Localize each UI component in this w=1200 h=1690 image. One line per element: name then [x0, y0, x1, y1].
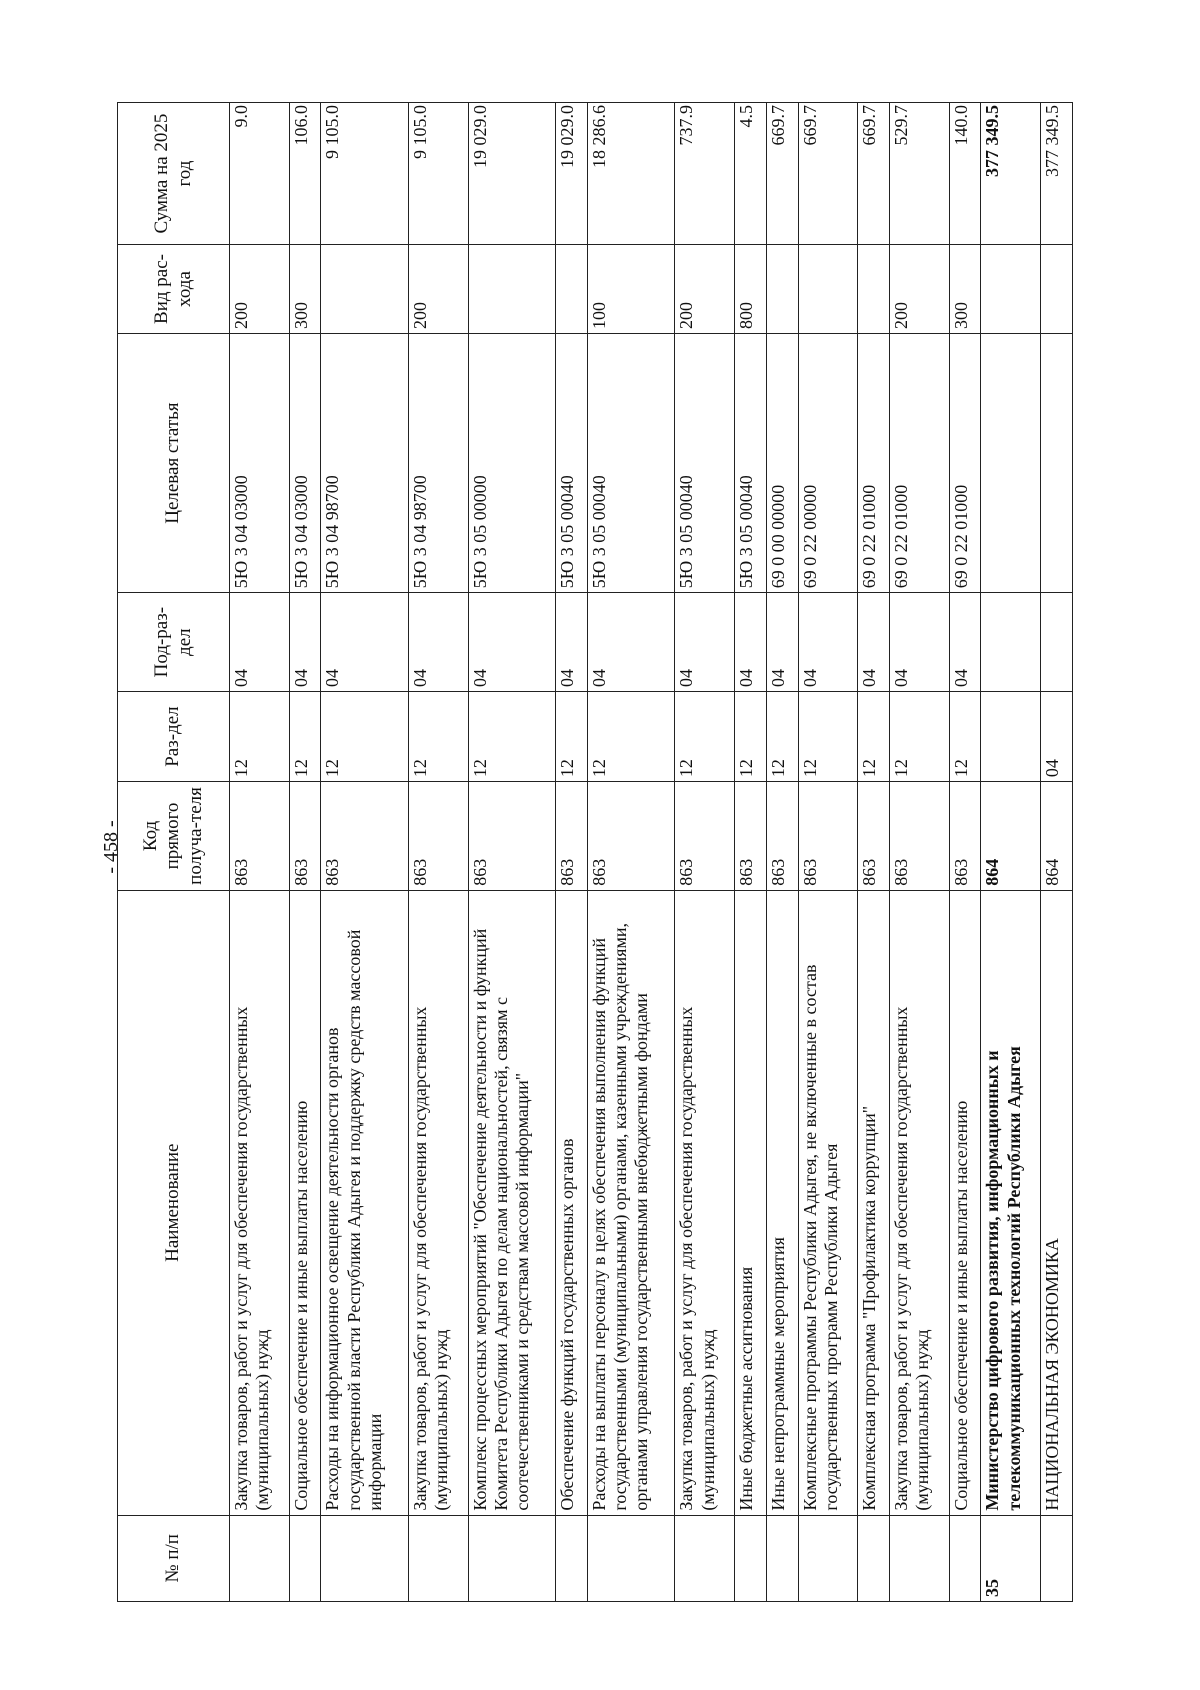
- row-num: [468, 1515, 556, 1601]
- row-exp-type: [1041, 245, 1073, 334]
- row-exp-type: 100: [587, 245, 675, 334]
- row-amount: 669.7: [858, 103, 890, 245]
- row-num: [734, 1515, 766, 1601]
- table-row: [587, 103, 675, 1602]
- table-row: [468, 103, 556, 1602]
- row-subsection: 04: [858, 593, 890, 692]
- row-recipient: 863: [289, 782, 321, 891]
- row-num: [798, 1515, 858, 1601]
- row-subsection: 04: [289, 593, 321, 692]
- row-subsection: 04: [949, 593, 981, 692]
- row-subsection: 04: [408, 593, 468, 692]
- row-exp-type: 800: [734, 245, 766, 334]
- row-target: 5Ю 3 04 03000: [230, 333, 290, 592]
- row-num: [408, 1515, 468, 1601]
- row-subsection: 04: [230, 593, 290, 692]
- row-amount: 737.9: [675, 103, 735, 245]
- row-num: [289, 1515, 321, 1601]
- table-row: [858, 103, 890, 1602]
- row-name: Иные непрограммные мероприятия: [766, 890, 798, 1515]
- row-section: [981, 692, 1041, 782]
- row-subsection: 04: [468, 593, 556, 692]
- row-num: [766, 1515, 798, 1601]
- row-num: [858, 1515, 890, 1601]
- row-num: [1041, 1515, 1073, 1601]
- budget-table: [117, 102, 1073, 1602]
- row-target: 69 0 22 01000: [858, 333, 890, 592]
- row-subsection: 04: [675, 593, 735, 692]
- row-recipient: 863: [468, 782, 556, 891]
- row-target: 5Ю 3 05 00040: [587, 333, 675, 592]
- row-recipient: 864: [1041, 782, 1073, 891]
- header-recipient: Код прямого получа-теля: [118, 782, 230, 891]
- row-section: 12: [675, 692, 735, 782]
- row-recipient: 863: [556, 782, 588, 891]
- row-exp-type: 200: [408, 245, 468, 334]
- row-amount: 19 029.0: [468, 103, 556, 245]
- row-amount: 106.0: [289, 103, 321, 245]
- row-amount: 377 349.5: [981, 103, 1041, 245]
- row-target: 5Ю 3 05 00040: [556, 333, 588, 592]
- table-row: [981, 103, 1041, 1602]
- row-amount: 18 286.6: [587, 103, 675, 245]
- row-target: [981, 333, 1041, 592]
- row-num: [949, 1515, 981, 1601]
- page-number: - 458 -: [100, 820, 122, 874]
- row-exp-type: 200: [230, 245, 290, 334]
- row-target: 5Ю 3 05 00000: [468, 333, 556, 592]
- row-subsection: [981, 593, 1041, 692]
- row-subsection: 04: [556, 593, 588, 692]
- row-amount: 19 029.0: [556, 103, 588, 245]
- row-subsection: 04: [889, 593, 949, 692]
- row-subsection: [1041, 593, 1073, 692]
- row-name: Социальное обеспечение и иные выплаты населению: [949, 890, 981, 1515]
- row-recipient: 863: [949, 782, 981, 891]
- table-row: [949, 103, 981, 1602]
- row-name: Расходы на выплаты персоналу в целях обеспечения выполнения функций государственными (муниципальными) органами, казенными учреждениями, органами управления государственными внебюджетными фондами: [587, 890, 675, 1515]
- header-target: Целевая статья: [118, 333, 230, 592]
- row-recipient: 863: [321, 782, 409, 891]
- row-target: 69 0 22 01000: [949, 333, 981, 592]
- row-section: 12: [289, 692, 321, 782]
- row-exp-type: [321, 245, 409, 334]
- row-section: 12: [321, 692, 409, 782]
- row-name: Закупка товаров, работ и услуг для обеспечения государственных (муниципальных) нужд: [889, 890, 949, 1515]
- row-amount: 669.7: [798, 103, 858, 245]
- header-subsection: Под-раз-дел: [118, 593, 230, 692]
- row-amount: 140.0: [949, 103, 981, 245]
- row-amount: 9 105.0: [408, 103, 468, 245]
- row-amount: 9 105.0: [321, 103, 409, 245]
- row-target: 5Ю 3 04 98700: [408, 333, 468, 592]
- row-name: Закупка товаров, работ и услуг для обеспечения государственных (муниципальных) нужд: [675, 890, 735, 1515]
- row-target: 69 0 00 00000: [766, 333, 798, 592]
- header-name: Наименование: [118, 890, 230, 1515]
- row-exp-type: 300: [289, 245, 321, 334]
- row-recipient: 863: [889, 782, 949, 891]
- row-subsection: 04: [587, 593, 675, 692]
- header-exp-type: Вид рас-хода: [118, 245, 230, 334]
- row-subsection: 04: [766, 593, 798, 692]
- row-recipient: 863: [734, 782, 766, 891]
- row-section: 12: [798, 692, 858, 782]
- row-recipient: 863: [766, 782, 798, 891]
- row-exp-type: [556, 245, 588, 334]
- table-row: [734, 103, 766, 1602]
- row-subsection: 04: [798, 593, 858, 692]
- row-num: [230, 1515, 290, 1601]
- table-row: [798, 103, 858, 1602]
- table-row: [321, 103, 409, 1602]
- row-section: 12: [587, 692, 675, 782]
- row-exp-type: 200: [675, 245, 735, 334]
- row-target: 69 0 22 00000: [798, 333, 858, 592]
- table-row: [766, 103, 798, 1602]
- row-target: 5Ю 3 05 00040: [675, 333, 735, 592]
- row-amount: 377 349.5: [1041, 103, 1073, 245]
- row-exp-type: [468, 245, 556, 334]
- row-section: 12: [230, 692, 290, 782]
- row-recipient: 863: [798, 782, 858, 891]
- row-section: 12: [408, 692, 468, 782]
- row-exp-type: [766, 245, 798, 334]
- row-name: Комплекс процессных мероприятий "Обеспечение деятельности и функций Комитета Республики Адыгея по делам национальностей, связям с соотечественниками и средствам массовой информации": [468, 890, 556, 1515]
- row-recipient: 863: [858, 782, 890, 891]
- budget-table-container: [117, 102, 1073, 1602]
- row-name: Закупка товаров, работ и услуг для обеспечения государственных (муниципальных) нужд: [230, 890, 290, 1515]
- table-body: [230, 103, 1073, 1602]
- row-target: 69 0 22 01000: [889, 333, 949, 592]
- row-name: НАЦИОНАЛЬНАЯ ЭКОНОМИКА: [1041, 890, 1073, 1515]
- row-section: 12: [889, 692, 949, 782]
- row-recipient: 863: [408, 782, 468, 891]
- row-section: 12: [858, 692, 890, 782]
- row-num: [587, 1515, 675, 1601]
- header-num: № п/п: [118, 1515, 230, 1601]
- row-amount: 4.5: [734, 103, 766, 245]
- table-row: [230, 103, 290, 1602]
- row-name: Комплексная программа "Профилактика коррупции": [858, 890, 890, 1515]
- row-num: [556, 1515, 588, 1601]
- table-row: [889, 103, 949, 1602]
- table-row: [556, 103, 588, 1602]
- row-recipient: 863: [675, 782, 735, 891]
- row-section: 12: [949, 692, 981, 782]
- row-name: Комплексные программы Республики Адыгея, не включенные в состав государственных программ Республики Адыгея: [798, 890, 858, 1515]
- row-name: Министерство цифрового развития, информационных и телекоммуникационных технологий Республики Адыгея: [981, 890, 1041, 1515]
- table-header-row: [118, 103, 230, 1602]
- row-exp-type: 300: [949, 245, 981, 334]
- row-section: 12: [468, 692, 556, 782]
- row-name: Иные бюджетные ассигнования: [734, 890, 766, 1515]
- row-num: [889, 1515, 949, 1601]
- row-amount: 529.7: [889, 103, 949, 245]
- row-section: 04: [1041, 692, 1073, 782]
- header-amount: Сумма на 2025 год: [118, 103, 230, 245]
- row-name: Обеспечение функций государственных органов: [556, 890, 588, 1515]
- row-name: Закупка товаров, работ и услуг для обеспечения государственных (муниципальных) нужд: [408, 890, 468, 1515]
- row-target: 5Ю 3 04 03000: [289, 333, 321, 592]
- row-exp-type: [981, 245, 1041, 334]
- row-num: [321, 1515, 409, 1601]
- row-subsection: 04: [734, 593, 766, 692]
- table-row: [289, 103, 321, 1602]
- row-target: 5Ю 3 04 98700: [321, 333, 409, 592]
- row-subsection: 04: [321, 593, 409, 692]
- table-row: [1041, 103, 1073, 1602]
- row-exp-type: [858, 245, 890, 334]
- row-target: [1041, 333, 1073, 592]
- row-exp-type: [798, 245, 858, 334]
- row-amount: 9.0: [230, 103, 290, 245]
- table-row: [675, 103, 735, 1602]
- row-name: Расходы на информационное освещение деятельности органов государственной власти Республики Адыгея и поддержку средств массовой информации: [321, 890, 409, 1515]
- row-section: 12: [556, 692, 588, 782]
- row-name: Социальное обеспечение и иные выплаты населению: [289, 890, 321, 1515]
- row-target: 5Ю 3 05 00040: [734, 333, 766, 592]
- row-recipient: 864: [981, 782, 1041, 891]
- row-recipient: 863: [230, 782, 290, 891]
- row-section: 12: [734, 692, 766, 782]
- row-section: 12: [766, 692, 798, 782]
- row-recipient: 863: [587, 782, 675, 891]
- header-section: Раз-дел: [118, 692, 230, 782]
- row-amount: 669.7: [766, 103, 798, 245]
- row-num: [675, 1515, 735, 1601]
- table-row: [408, 103, 468, 1602]
- row-num: 35: [981, 1515, 1041, 1601]
- row-exp-type: 200: [889, 245, 949, 334]
